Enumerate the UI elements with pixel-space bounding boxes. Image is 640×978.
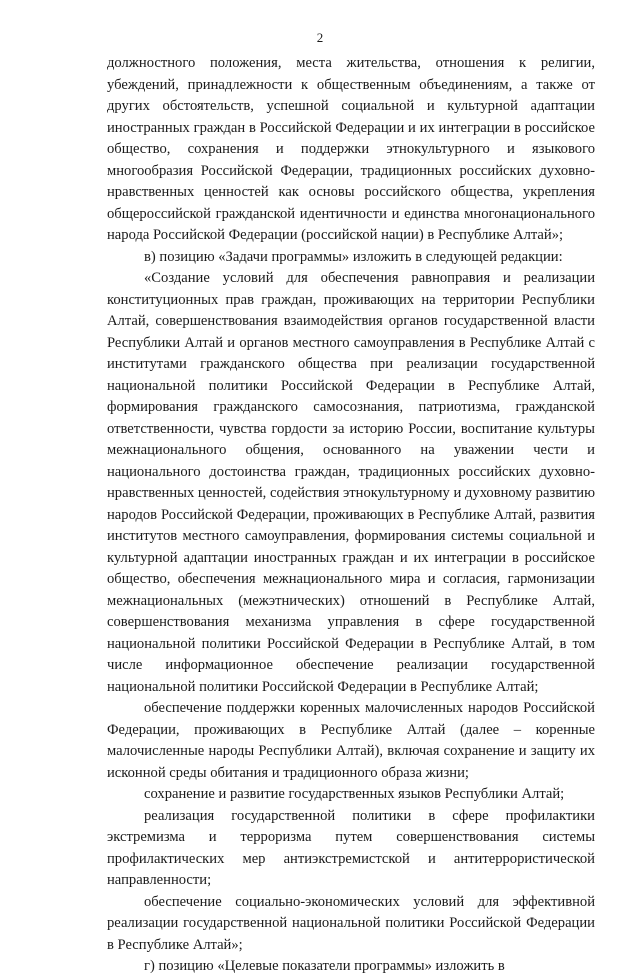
paragraph-continuation: должностного положения, места жительства, отношения к религии, убеждений, принадлежности к общественным объединениям, а также от других обстоятельств, успешной социальной и культурной адаптации иностранных граждан в Российской Федерации и их интеграции в российское общество, сохранения и поддержки этнокультурного и языкового многообразия Российской Федерации, традиционных российских духовно-нравственных ценностей как основы российского общества, укрепления общероссийской гражданской идентичности и единства многонационального народа Российской Федерации (российской нации) в Республике Алтай»; <box>107 55 595 243</box>
paragraph-item-g: г) позицию «Целевые показатели программы» изложить в <box>144 958 505 974</box>
document-body <box>107 53 595 978</box>
paragraph-languages: сохранение и развитие государственных языков Республики Алтай; <box>144 786 565 802</box>
paragraph-indigenous-support: обеспечение поддержки коренных малочисленных народов Российской Федерации, проживающих в Республике Алтай (далее – коренные малочисленные народы Республики Алтай), включая сохранение и защиту их исконной среды обитания и традиционного образа жизни; <box>107 700 595 781</box>
paragraph-item-v: в) позицию «Задачи программы» изложить в следующей редакции: <box>144 248 563 265</box>
paragraph-extremism-prevention: реализация государственной политики в сфере профилактики экстремизма и терроризма путем совершенствования системы профилактических мер антиэкстремистской и антитеррористической направленности; <box>107 807 595 888</box>
page-number: 2 <box>316 30 324 45</box>
paragraph-tasks-text: «Создание условий для обеспечения равноправия и реализации конституционных прав граждан, проживающих на территории Республики Алтай, совершенствования взаимодействия органов государственной власти Республики Алтай и органов местного самоуправления в Республике Алтай с институтами гражданского общества при реализации государственной национальной политики Российской Федерации в Республике Алтай, формирования гражданского самосознания, патриотизма, гражданской ответственности, чувства гордости за историю России, воспитание культуры межнационального общения, основанного на уважении чести и национального достоинства граждан, традиционных российских духовно-нравственных ценностей, содействия этнокультурному и духовному развитию народов Российской Федерации, проживающих в Республике Алтай, развития институтов местного самоуправления, формирования системы социальной и культурной адаптации иностранных граждан и их интеграции в российское общество, обеспечения межнационального мира и согласия, гармонизации межнациональных (межэтнических) отношений в Республике Алтай, совершенствования механизма управления в сфере государственной национальной политики Российской Федерации в Республике Алтай, в том числе информационное обеспечение реализации государственной национальной политики Российской Федерации в Республике Алтай; <box>107 270 595 695</box>
paragraph-socioeconomic: обеспечение социально-экономических условий для эффективной реализации государственной национальной политики Российской Федерации в Республике Алтай»; <box>107 893 595 953</box>
